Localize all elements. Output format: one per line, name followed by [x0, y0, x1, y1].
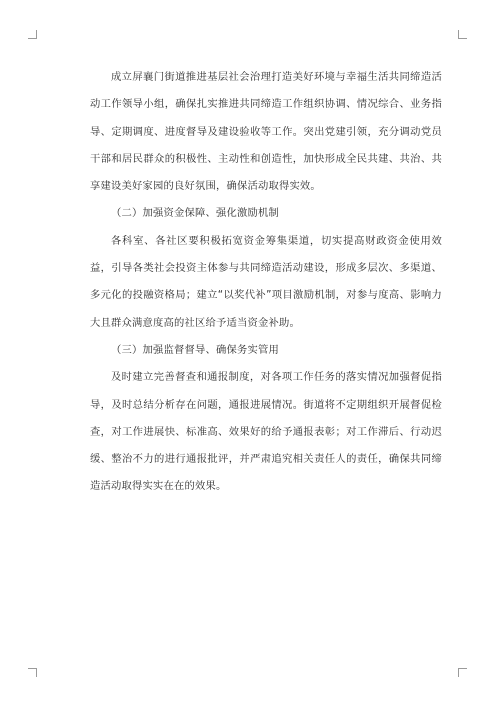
- document-body: [90, 64, 442, 501]
- section-heading-supervision: （三）加强监督督导、确保务实管用: [111, 343, 279, 356]
- paragraph-leadership-group: 成立屏襄门街道推进基层社会治理打造美好环境与幸福生活共同缔造活动工作领导小组，确保扎实推进共同缔造工作组织协调、情况综合、业务指导、定期调度、进度督导及建设验收等工作。突出党建引领，充分调动党员干部和居民群众的积极性、主动性和创造性，加快形成全民共建、共治、共享建设美好家园的良好氛围，确保活动取得实效。: [90, 71, 442, 193]
- crop-mark-top-right: [458, 30, 467, 39]
- crop-mark-top-left: [28, 30, 37, 39]
- paragraph-funding: 各科室、各社区要积极拓宽资金筹集渠道，切实提高财政资金使用效益，引导各类社会投资主体参与共同缔造活动建设，形成多层次、多渠道、多元化的投融资格局；建立“以奖代补”项目激励机制，对参与度高、影响力大且群众满意度高的社区给予适当资金补助。: [90, 234, 442, 329]
- crop-mark-bottom-left: [28, 668, 37, 677]
- section-heading-funding: （二）加强资金保障、强化激励机制: [111, 207, 279, 220]
- paragraph-supervision: 及时建立完善督查和通报制度，对各项工作任务的落实情况加强督促指导，及时总结分析存在问题，通报进展情况。街道将不定期组织开展督促检查，对工作进展快、标准高、效果好的给予通报表彰；对工作滞后、行动迟缓、整治不力的进行通报批评，并严肃追究相关责任人的责任，确保共同缔造活动取得实实在在的效果。: [90, 371, 442, 493]
- crop-mark-bottom-right: [458, 668, 467, 677]
